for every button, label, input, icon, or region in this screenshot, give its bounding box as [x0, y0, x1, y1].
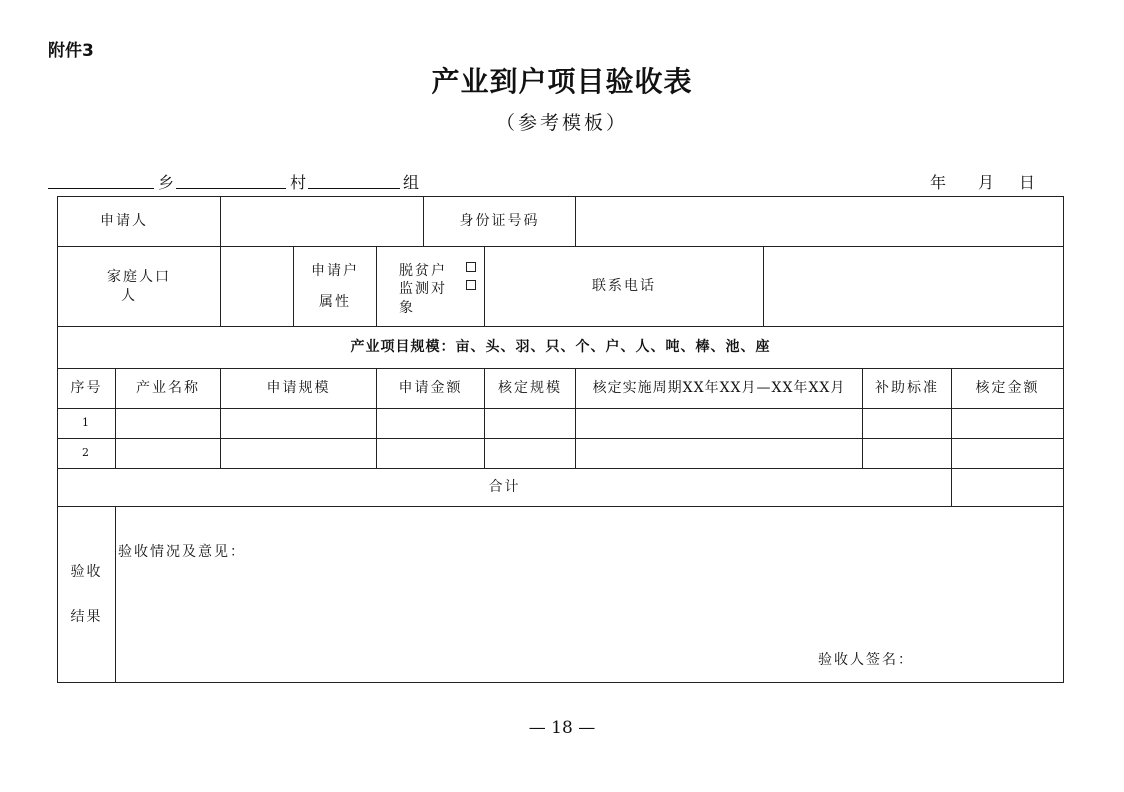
row-cell[interactable]	[116, 439, 221, 469]
monitor-checkbox[interactable]	[466, 280, 476, 290]
header-subsidy: 补助标准	[863, 369, 952, 409]
attr-label	[294, 247, 377, 327]
date-year: 年	[930, 173, 947, 192]
table-row	[58, 439, 1064, 469]
row-cell[interactable]	[485, 409, 576, 439]
date-day: 日	[1019, 173, 1036, 192]
total-label: 合计	[58, 469, 952, 507]
result-label	[58, 507, 116, 683]
row-cell[interactable]	[863, 439, 952, 469]
result-row	[58, 507, 1064, 683]
header-period: 核定实施周期XX年XX月—XX年XX月	[576, 369, 863, 409]
total-row	[58, 469, 1064, 507]
attr-option-poverty: 脱贫户	[399, 262, 447, 279]
row-cell[interactable]	[221, 409, 377, 439]
scale-label: 产业项目规模：亩、头、羽、只、个、户、人、吨、棒、池、座	[58, 327, 1064, 369]
poverty-checkbox[interactable]	[466, 262, 476, 272]
phone-value[interactable]	[764, 247, 1064, 327]
row-cell[interactable]	[576, 439, 863, 469]
total-value[interactable]	[952, 469, 1064, 507]
header-industry: 产业名称	[116, 369, 221, 409]
page-number: — 18 —	[528, 718, 596, 738]
household-value[interactable]	[221, 247, 294, 327]
table-row	[58, 409, 1064, 439]
row-cell[interactable]	[485, 439, 576, 469]
row-cell[interactable]	[377, 439, 485, 469]
group-label: 组	[403, 173, 420, 192]
attr-label-line2: 属性	[319, 293, 351, 310]
date-month: 月	[978, 173, 995, 192]
household-label-line1: 家庭人口	[107, 268, 171, 285]
attachment-label: 附件3	[48, 41, 94, 61]
header-seq: 序号	[58, 369, 116, 409]
form-subtitle: （参考模板）	[495, 112, 628, 134]
form-title: 产业到户项目验收表	[431, 65, 693, 98]
result-label-line2: 结果	[70, 608, 103, 625]
attr-label-line1: 申请户	[311, 262, 359, 279]
row-cell[interactable]	[221, 439, 377, 469]
row-seq: 2	[58, 439, 116, 469]
attr-option-monitor: 监测对象	[399, 281, 447, 317]
township-blank	[48, 188, 154, 189]
result-label-line1: 验收	[70, 563, 103, 580]
row-cell[interactable]	[952, 409, 1064, 439]
household-label	[58, 247, 221, 327]
header-apply-scale: 申请规模	[221, 369, 377, 409]
id-label: 身份证号码	[424, 197, 576, 247]
village-label: 村	[290, 173, 307, 192]
acceptance-form-table	[57, 196, 1064, 683]
row-seq: 1	[58, 409, 116, 439]
header-approved-amount: 核定金额	[952, 369, 1064, 409]
row-cell[interactable]	[377, 409, 485, 439]
scale-row	[58, 327, 1064, 369]
opinion-label: 验收情况及意见：	[118, 544, 246, 560]
result-content[interactable]	[116, 507, 1064, 683]
header-apply-amount: 申请金额	[377, 369, 485, 409]
household-row	[58, 247, 1064, 327]
header-approved-scale: 核定规模	[485, 369, 576, 409]
applicant-row	[58, 197, 1064, 247]
header-row	[58, 369, 1064, 409]
group-blank	[308, 188, 400, 189]
signature-label: 验收人签名：	[818, 652, 914, 668]
applicant-value[interactable]	[221, 197, 424, 247]
household-label-line2: 人	[121, 287, 137, 304]
applicant-label: 申请人	[58, 197, 221, 247]
row-cell[interactable]	[863, 409, 952, 439]
village-blank	[176, 188, 286, 189]
row-cell[interactable]	[116, 409, 221, 439]
township-label: 乡	[158, 173, 175, 192]
phone-label: 联系电话	[485, 247, 764, 327]
id-value[interactable]	[576, 197, 1064, 247]
row-cell[interactable]	[952, 439, 1064, 469]
row-cell[interactable]	[576, 409, 863, 439]
attr-options	[377, 247, 485, 327]
